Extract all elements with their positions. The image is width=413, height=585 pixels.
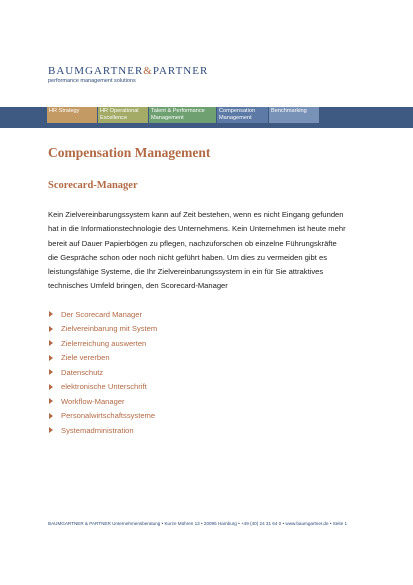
tab-label-line1: Talent & Performance	[151, 108, 205, 114]
header	[48, 66, 378, 85]
arrow-right-icon	[49, 340, 53, 346]
link-label: Zielvereinbarung mit System	[61, 324, 158, 334]
link-label: Datenschutz	[61, 367, 104, 377]
section-subtitle: Scorecard-Manager	[48, 180, 138, 191]
nav-tabs	[47, 107, 319, 123]
link-label: Zielerreichung auswerten	[61, 338, 147, 348]
link-ziele-vererben[interactable]	[48, 351, 348, 366]
paragraph-line: technisches Umfeld bringen, den Scorecard-Manager	[48, 281, 228, 291]
tab-label: Benchmarking	[271, 108, 307, 114]
arrow-right-icon	[49, 413, 53, 419]
arrow-right-icon	[49, 311, 53, 317]
logo-tagline: performance management solutions	[48, 78, 136, 84]
link-label: Personalwirtschaftssysteme	[61, 411, 156, 421]
company-logo[interactable]	[48, 66, 378, 77]
link-label: elektronische Unterschrift	[61, 382, 147, 392]
link-label: Systemadministration	[61, 425, 134, 435]
logo-ampersand: &	[143, 65, 153, 77]
paragraph-line: Kein Zielvereinbarungssystem kann auf Zeit bestehen, wenn es nicht Eingang gefunden	[48, 210, 344, 219]
tab-label-line2: Excellence	[100, 115, 128, 121]
paragraph-line: bereit auf Dauer Papierbögen zu pflegen, nachzuforschen ob einzelne Führungskräfte	[48, 238, 337, 248]
link-label: Der Scorecard Manager	[61, 309, 143, 319]
tab-label-line1: Compensation	[219, 108, 256, 114]
tab-hr-operational-excellence[interactable]	[98, 107, 148, 123]
tab-label-line2: Management	[151, 115, 184, 121]
paragraph-line: hat in die Informationstechnologie des Unternehmens. Kein Unternehmen ist heute mehr	[48, 224, 346, 234]
link-zielerreichung[interactable]	[48, 336, 348, 351]
arrow-right-icon	[49, 398, 53, 404]
page-footer: BAUMGARTNER & PARTNER Unternehmensberatung • Kurze Mühren 13 • 20095 Hamburg • +49 (40) 24 31 64 0 • www.baumgartner.de • Seite 1	[48, 521, 348, 526]
tab-compensation-management[interactable]	[217, 107, 268, 123]
link-systemadministration[interactable]	[48, 423, 348, 438]
tab-label-line2: Management	[219, 115, 252, 121]
link-label: Workflow-Manager	[61, 396, 125, 406]
link-elektronische-unterschrift[interactable]	[48, 380, 348, 395]
link-personalwirtschaftssysteme[interactable]	[48, 409, 348, 424]
tab-label-line1: HR Operational	[100, 108, 139, 114]
topic-link-list	[48, 307, 348, 438]
paragraph-line: leistungsfähige Systeme, die Ihr Zielvereinbarungssystem in ein für Sie attraktives	[48, 267, 324, 277]
link-workflow-manager[interactable]	[48, 394, 348, 409]
arrow-right-icon	[49, 369, 53, 375]
arrow-right-icon	[49, 355, 53, 361]
tab-label: HR Strategy	[49, 108, 80, 114]
link-datenschutz[interactable]	[48, 365, 348, 380]
link-scorecard-manager[interactable]	[48, 307, 348, 322]
link-label: Ziele vererben	[61, 353, 110, 363]
tab-benchmarking[interactable]	[269, 107, 319, 123]
paragraph-line: die Gespräche schon oder noch nicht geführt haben. Um dies zu vermeiden gibt es	[48, 252, 328, 262]
intro-paragraph	[48, 208, 378, 294]
arrow-right-icon	[49, 427, 53, 433]
page-title: Compensation Management	[48, 145, 211, 160]
tab-talent-performance-management[interactable]	[149, 107, 216, 123]
logo-left: BAUMGARTNER	[48, 65, 144, 77]
arrow-right-icon	[49, 326, 53, 332]
arrow-right-icon	[49, 384, 53, 390]
link-zielvereinbarung[interactable]	[48, 322, 348, 337]
tab-hr-strategy[interactable]	[47, 107, 97, 123]
logo-right: PARTNER	[152, 65, 209, 77]
